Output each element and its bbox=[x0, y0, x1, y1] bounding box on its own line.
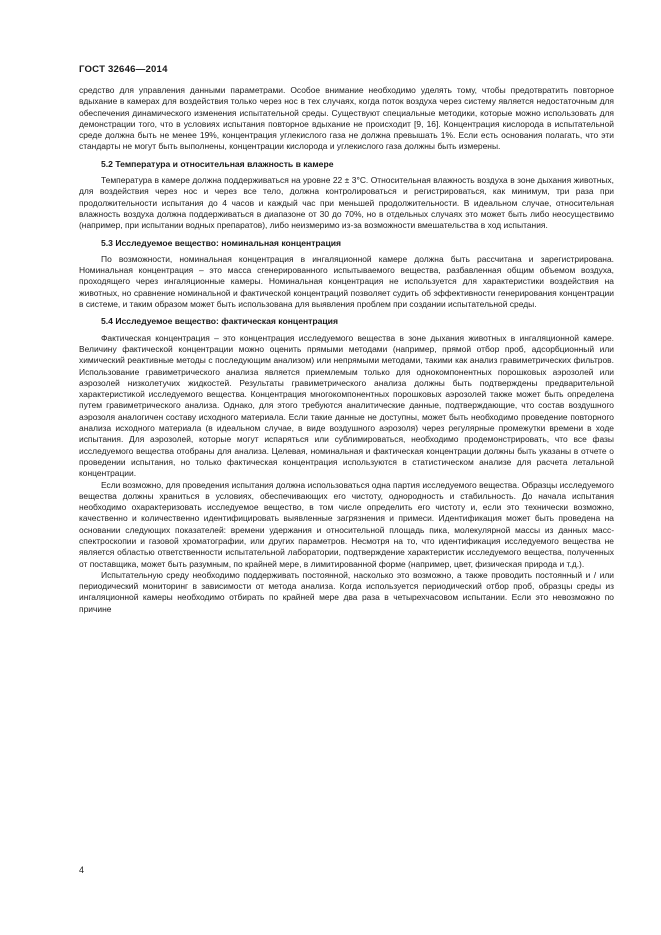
paragraph-test-substance-batch: Если возможно, для проведения испытания должна использоваться одна партия исследуемого вещества. Образцы исследуемого вещества должны храниться в условиях, обеспечивающих его чистоту, однородность и стабильность. До начала испытания необходимо охарактеризовать исследуемое вещество, в том числе определить его чистоту и, если это технически возможно, качественно и количественно идентифицировать выявленные загрязнения и примеси. Идентификация может быть проведена на основании следующих показателей: времени удержания и относительной площадь пика, молекулярной массы из данных масс-спектроскопии и газовой хроматографии, или других параметров. Несмотря на то, что идентификация исследуемого вещества не является областью ответственности испытательной лаборатории, подтверждение характеристик исследуемого вещества, полученных от поставщика, может быть разумным, по крайней мере, в лимитированной форме (например, цвет, физическая природа и т.д.). bbox=[79, 479, 614, 569]
document-code: ГОСТ 32646—2014 bbox=[79, 64, 168, 75]
section-heading-5-2: 5.2 Температура и относительная влажность в камере bbox=[101, 158, 334, 169]
section-heading-5-3: 5.3 Исследуемое вещество: номинальная концентрация bbox=[101, 237, 342, 248]
section-heading-5-4: 5.4 Исследуемое вещество: фактическая концентрация bbox=[101, 316, 338, 327]
paragraph-actual-concentration: Фактическая концентрация – это концентрация исследуемого вещества в зоне дыхания животных в ингаляционной камере. Величину фактической концентрации можно оценить прямыми методами (например, прямой отбор проб, адсорбционный или химический реактивные методы с последующим анализом) или непрямыми методами, такими как анализ гравиметрических фильтров. Использование гравиметрического анализа является приемлемым только для однокомпонентных порошковых аэрозолей или аэрозолей низколетучих жидкостей. Результаты гравиметрического анализа должны быть подтверждены предварительной характеристикой исследуемого вещества. Концентрация многокомпонентных порошковых аэрозолей также может быть определена путем гравиметрического анализа. Однако, для этого требуются аналитические данные, подтверждающие, что состав воздушного аэрозоля аналогичен составу исходного материала. Если такие данные не доступны, может быть необходимо проведение повторного анализа исходного материала (в идеальном случае, в виде воздушного аэрозоля) через регулярные промежутки времени в ходе испытания. Для аэрозолей, которые могут испаряться или сублимироваться, необходимо продемонстрировать, что все фазы исследуемого вещества отобраны для анализа. Целевая, номинальная и фактическая концентрации должны быть указаны в отчете о проведении испытания, но только фактическая концентрация используются в статистическом анализе для расчета летальной концентрации. bbox=[79, 332, 614, 479]
paragraph-nominal-concentration: По возможности, номинальная концентрация в ингаляционной камере должна быть рассчитана и зарегистрирована. Номинальная концентрация – это масса сгенерированного испытываемого вещества, разбавленная общим объемом воздуха, проходящего через ингаляционные камеры. Номинальная концентрация не используется для характеристики воздействия на животных, но сравнение номинальной и фактической концентраций позволяет судить об эффективности генерирования концентрации в системе, и таким образом может быть использована для выявления проблем при создании испытательной среды. bbox=[79, 253, 614, 310]
page-number: 4 bbox=[79, 865, 85, 875]
paragraph-continuation: средство для управления данными параметрами. Особое внимание необходимо уделять тому, чтобы предотвратить повторное вдыхание в камерах для воздействия только через нос в тех случаях, когда поток воздуха через систему является недостаточным для обеспечения динамического изменения испытательной среды. Существуют специальные методики, которые можно использовать для демонстрации того, что в условиях испытания повторное вдыхание не происходит [9, 16]. Концентрация кислорода в испытательной среде должна быть не менее 19%, концентрация углекислого газа не должна превышать 1%. Если есть основания полагать, что эти стандарты не могут быть выполнены, концентрации кислорода и углекислого газа должны быть измерены. bbox=[79, 85, 614, 152]
document-body bbox=[79, 85, 614, 615]
paragraph-test-environment: Испытательную среду необходимо поддерживать постоянной, насколько это возможно, а также проводить постоянный и / или периодический мониторинг в зависимости от метода анализа. Когда используется периодический отбор проб, образцы среды из ингаляционной камеры необходимо отбирать по крайней мере два раза в четырехчасовом испытании. Если это невозможно по причине bbox=[79, 569, 614, 614]
paragraph-temperature: Температура в камере должна поддерживаться на уровне 22 ± 3°С. Относительная влажность воздуха в зоне дыхания животных, для воздействия через нос и через все тело, должна контролироваться и регистрироваться, как минимум, три раза при продолжительности испытания до 4 часов и каждый час при меньшей продолжительности. В идеальном случае, относительная влажность воздуха должна поддерживаться в диапазоне от 30 до 70%, но в отдельных случаях это может быть либо неосуществимо (например, при испытании водных препаратов), либо неизмеримо из-за возможности вмешательства в ход испытания. bbox=[79, 175, 614, 231]
